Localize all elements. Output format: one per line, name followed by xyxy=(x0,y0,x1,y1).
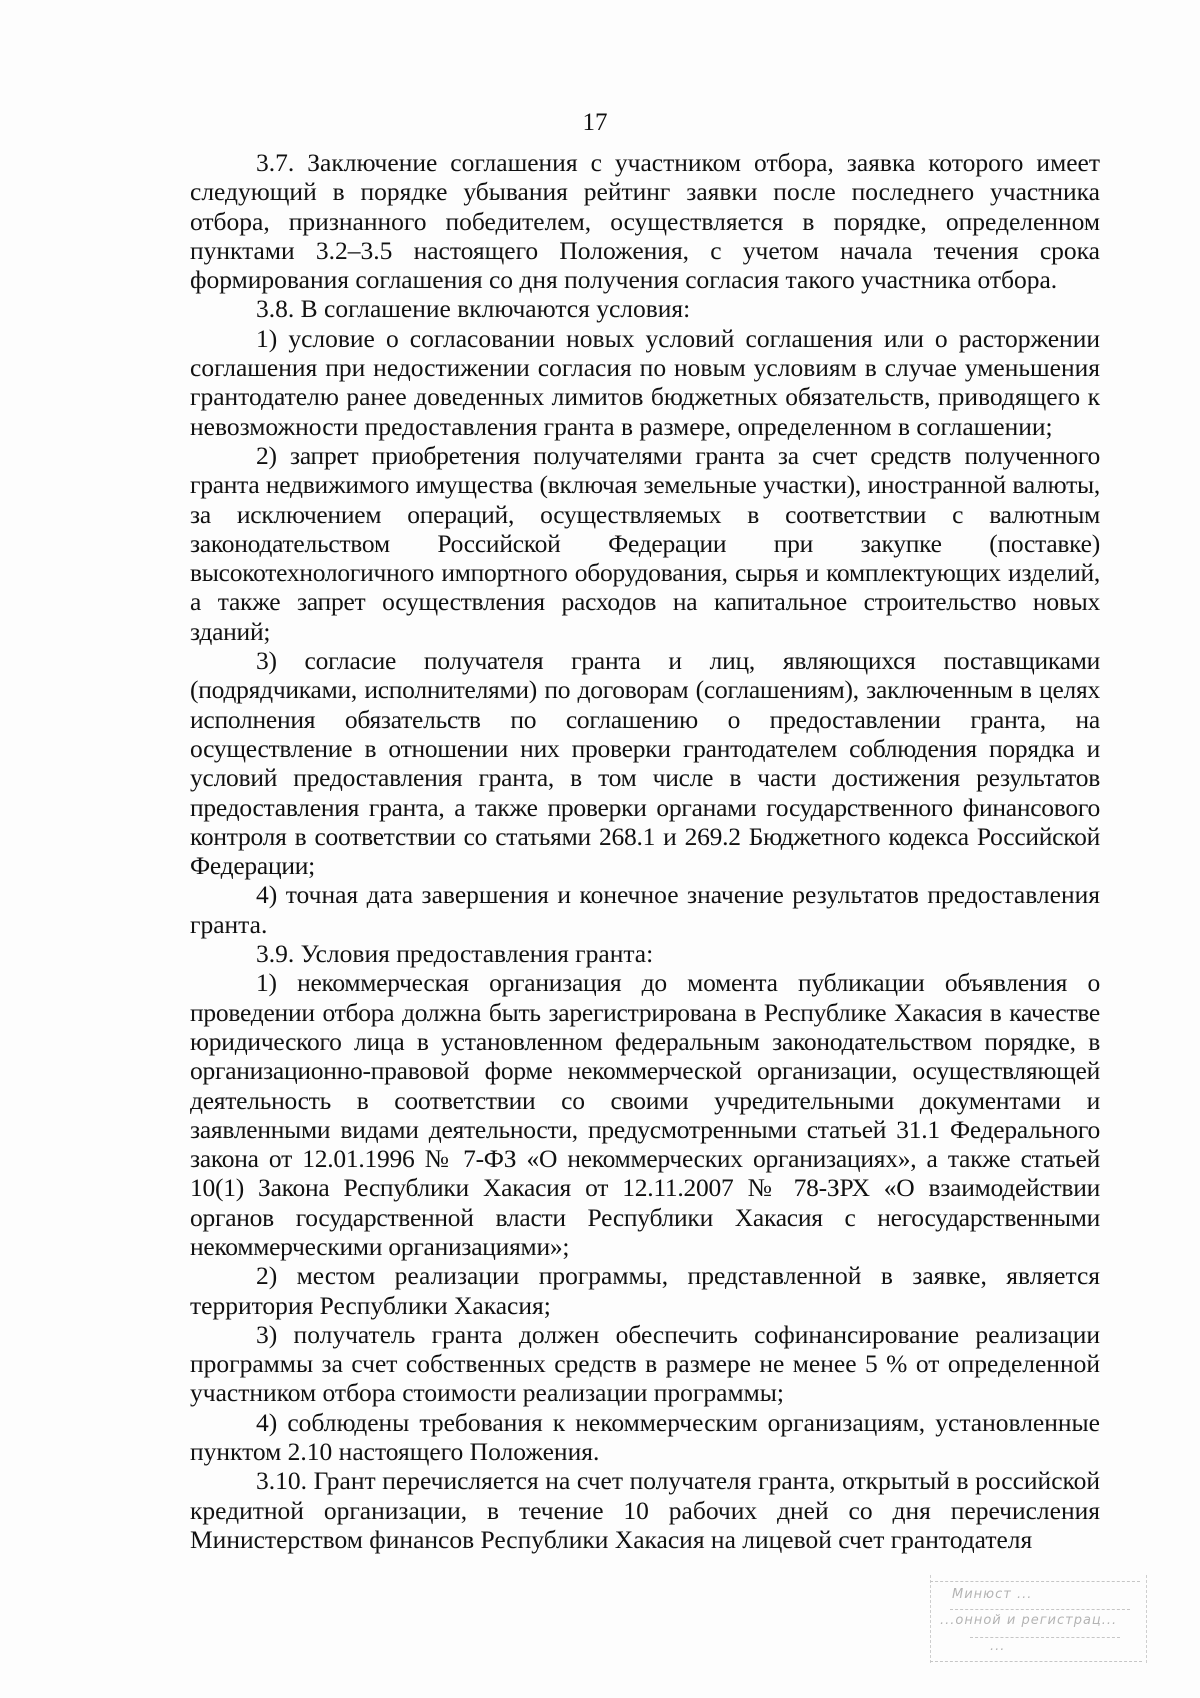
stamp-rule xyxy=(930,1661,1142,1662)
paragraph-3-8-item-3: 3) согласие получателя гранта и лиц, являющихся поставщиками (подрядчиками, исполнителями) по договорам (соглашениям), заключенным в целях исполнения обязательств по соглашению о предоставлении гранта, на осуществление в отношении них проверки грантодателем соблюдения порядка и условий предоставления гранта, в том числе в части достижения результатов предоставления гранта, а также проверки органами государственного финансового контроля в соответствии со статьями 268.1 и 269.2 Бюджетного кодекса Российской Федерации; xyxy=(190,646,1100,881)
stamp-text-line-3: ... xyxy=(990,1639,1006,1654)
paragraph-3-9-item-3: 3) получатель гранта должен обеспечить софинансирование реализации программы за счет собственных средств в размере не менее 5 % от определенной участником отбора стоимости реализации программы; xyxy=(190,1319,1100,1408)
document-body xyxy=(190,148,1100,1554)
paragraph-3-10: 3.10. Грант перечисляется на счет получателя гранта, открытый в российской кредитной организации, в течение 10 рабочих дней со дня перечисления Министерством финансов Республики Хакасия на лицевой счет грантодателя xyxy=(190,1466,1100,1554)
registration-stamp xyxy=(930,1575,1150,1670)
paragraph-3-7: 3.7. Заключение соглашения с участником отбора, заявка которого имеет следующий в порядке убывания рейтинг заявки после последнего участника отбора, признанного победителем, осуществляется в порядке, определенном пунктами 3.2–3.5 настоящего Положения, с учетом начала течения срока формирования соглашения со дня получения согласия такого участника отбора. xyxy=(190,148,1100,295)
paragraph-3-9-item-4: 4) соблюдены требования к некоммерческим организациям, установленные пунктом 2.10 настоящего Положения. xyxy=(190,1407,1100,1467)
paragraph-3-8-item-4: 4) точная дата завершения и конечное значение результатов предоставления гранта. xyxy=(190,880,1100,939)
stamp-text-line-2: ...онной и регистрац... xyxy=(940,1613,1118,1628)
paragraph-3-9-item-2: 2) местом реализации программы, представленной в заявке, является территория Республики Хакасия; xyxy=(190,1261,1100,1320)
stamp-rule xyxy=(970,1637,1120,1638)
paragraph-3-8: 3.8. В соглашение включаются условия: xyxy=(256,294,691,324)
paragraph-3-8-item-1: 1) условие о согласовании новых условий соглашения или о расторжении соглашения при недостижении согласия по новым условиям в случае уменьшения грантодателю ранее доведенных лимитов бюджетных обязательств, приводящего к невозможности предоставления гранта в размере, определенном в соглашении; xyxy=(190,323,1100,441)
stamp-rule xyxy=(930,1581,1140,1582)
paragraph-3-9-item-1: 1) некоммерческая организация до момента публикации объявления о проведении отбора должна быть зарегистрирована в Республике Хакасия в качестве юридического лица в установленном федеральным законодательством порядке, в организационно-правовой форме некоммерческой организации, осуществляющей деятельность в соответствии со своими учредительными документами и заявленными видами деятельности, предусмотренными статьей 31.1 Федерального закона от 12.01.1996 № 7-ФЗ «О некоммерческих организациях», а также статьей 10(1) Закона Республики Хакасия от 12.11.2007 № 78-ЗРХ «О взаимодействии органов государственной власти Республики Хакасия с негосударственными некоммерческими организациями»; xyxy=(190,968,1100,1261)
stamp-text-line-1: Минюст ... xyxy=(952,1587,1033,1602)
page-number: 17 xyxy=(582,109,608,136)
stamp-rule xyxy=(950,1609,1130,1610)
paragraph-3-9: 3.9. Условия предоставления гранта: xyxy=(256,939,654,969)
paragraph-3-8-item-2: 2) запрет приобретения получателями гранта за счет средств полученного гранта недвижимого имущества (включая земельные участки), иностранной валюты, за исключением операций, осуществляемых в соответствии с валютным законодательством Российской Федерации при закупке (поставке) высокотехнологичного импортного оборудования, сырья и комплектующих изделий, а также запрет осуществления расходов на капитальное строительство новых зданий; xyxy=(190,440,1100,646)
